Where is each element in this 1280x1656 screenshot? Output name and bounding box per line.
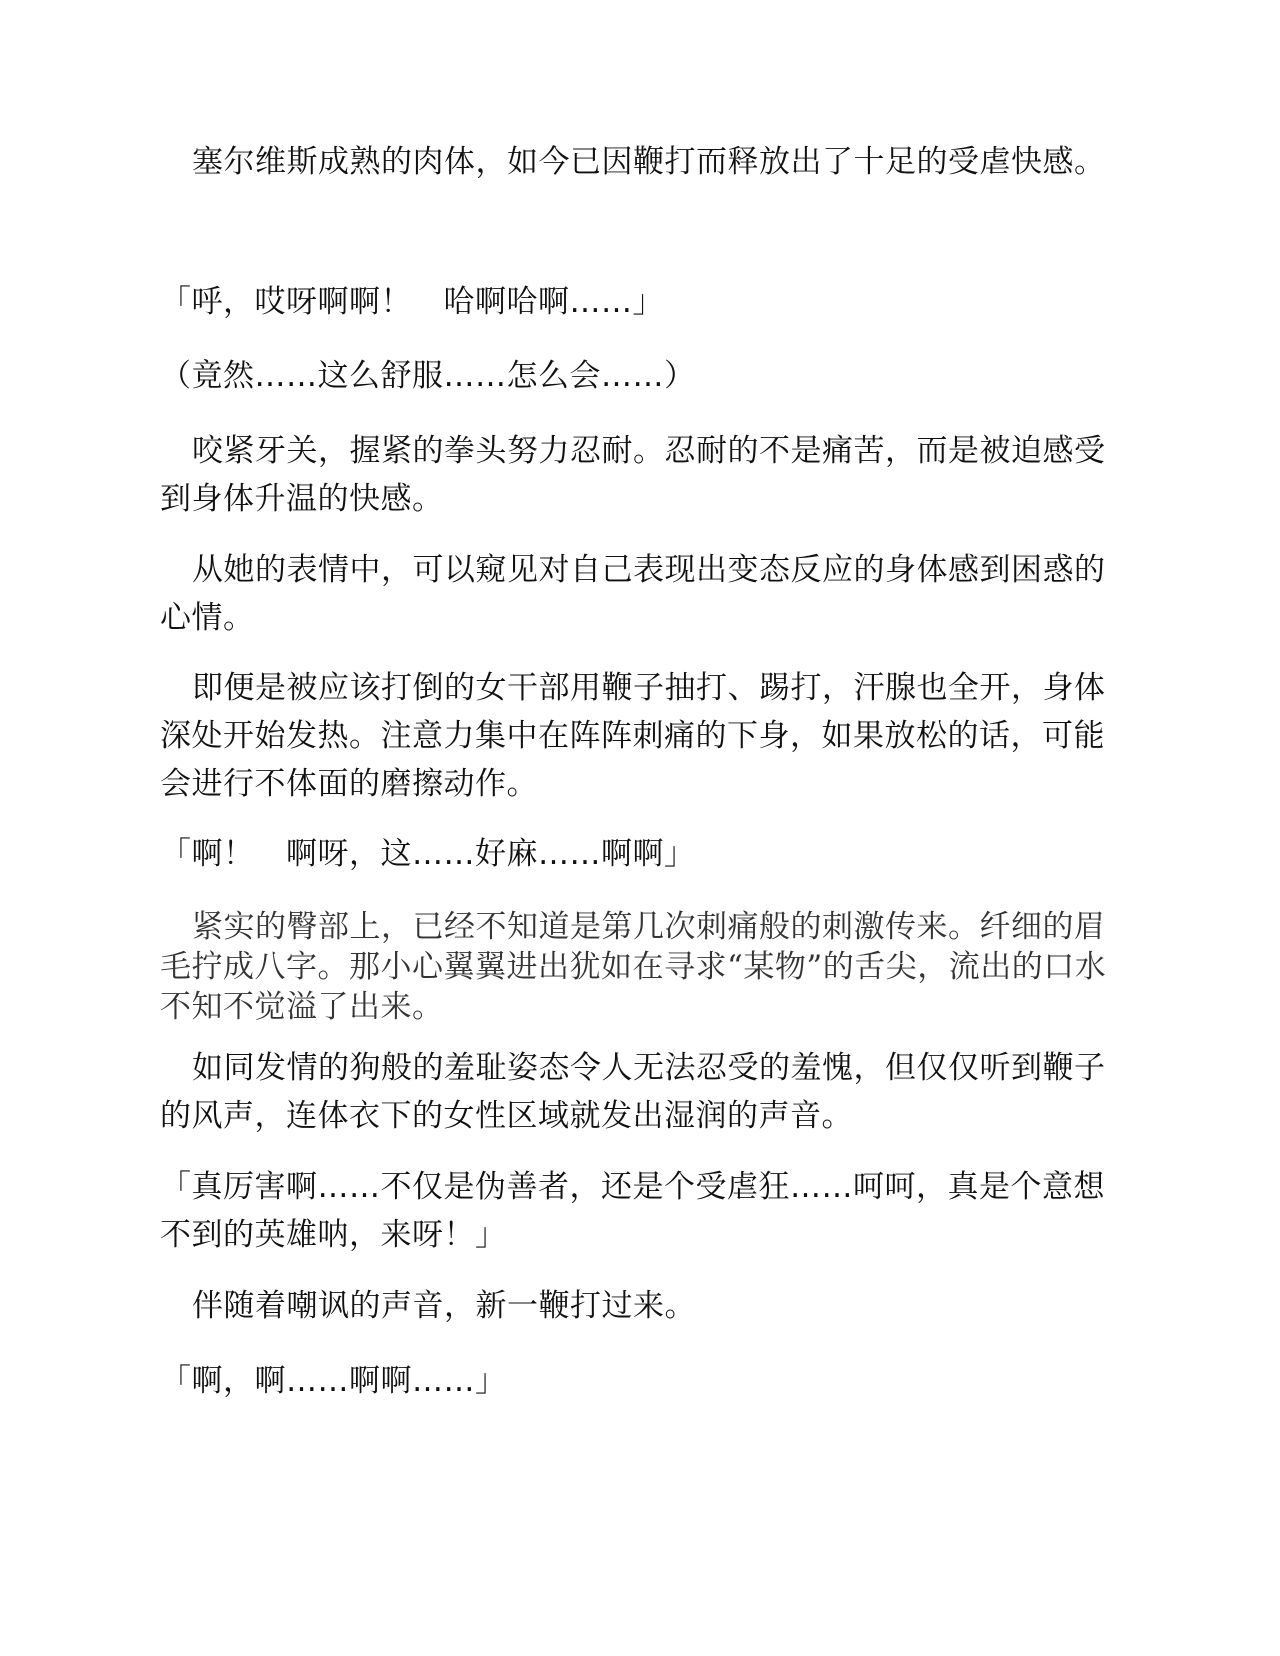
paragraph-12: 「啊，啊……啊啊……」 — [160, 1363, 507, 1399]
paragraph-5: 从她的表情中，可以窥见对自己表现出变态反应的身体感到困惑的心情。 — [160, 552, 1106, 636]
paragraph-8: 紧实的臀部上，已经不知道是第几次刺痛般的刺激传来。纤细的眉毛拧成八字。那小心翼翼进出犹如在寻求“某物”的舌尖，流出的口水不知不觉溢了出来。 — [160, 909, 1107, 1025]
paragraph-11: 伴随着嘲讽的声音，新一鞭打过来。 — [192, 1288, 696, 1324]
paragraph-9: 如同发情的狗般的羞耻姿态令人无法忍受的羞愧，但仅仅听到鞭子的风声，连体衣下的女性区域就发出湿润的声音。 — [160, 1050, 1106, 1134]
paragraph-2: 「呼，哎呀啊啊！ 哈啊哈啊……」 — [160, 284, 664, 320]
paragraph-4: 咬紧牙关，握紧的拳头努力忍耐。忍耐的不是痛苦，而是被迫感受到身体升温的快感。 — [160, 433, 1106, 517]
paragraph-3: （竟然……这么舒服……怎么会……） — [160, 358, 696, 394]
paragraph-6: 即便是被应该打倒的女干部用鞭子抽打、踢打，汗腺也全开，身体深处开始发热。注意力集中在阵阵刺痛的下身，如果放松的话，可能会进行不体面的磨擦动作。 — [160, 670, 1106, 802]
paragraph-1: 塞尔维斯成熟的肉体，如今已因鞭打而释放出了十足的受虐快感。 — [192, 144, 1106, 180]
paragraph-7: 「啊！ 啊呀，这……好麻……啊啊」 — [160, 836, 696, 872]
paragraph-10: 「真厉害啊……不仅是伪善者，还是个受虐狂……呵呵，真是个意想不到的英雄呐，来呀！」 — [160, 1169, 1105, 1253]
